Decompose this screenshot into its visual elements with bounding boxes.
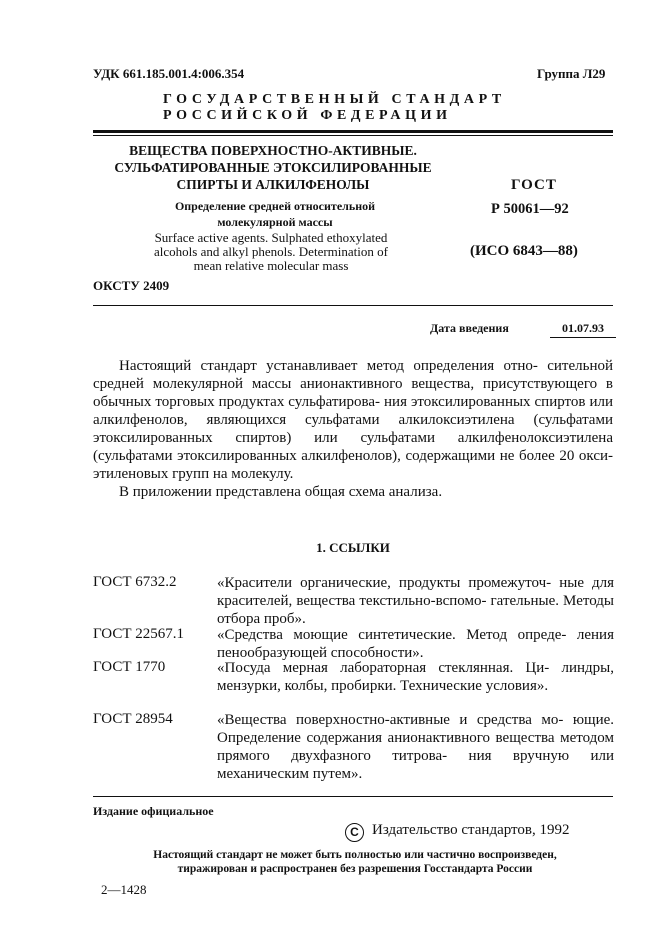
header-rule-thin xyxy=(93,135,613,136)
text-line: вещества методом прямого двухфазного титрова- xyxy=(217,730,614,764)
paragraph: В приложении представлена общая схема анализа. xyxy=(119,484,443,500)
paragraph xyxy=(93,357,613,483)
text-line: сульфатами алкилоксиэтилена (сульфатами этоксилированных xyxy=(93,412,613,446)
text-line: гательные. Методы отбора проб». xyxy=(217,593,614,627)
publisher-line xyxy=(345,822,569,842)
okstu-code: ОКСТУ 2409 xyxy=(93,278,170,293)
gost-label: ГОСТ xyxy=(511,177,557,193)
english-title-line: mean relative molecular mass xyxy=(193,258,349,273)
title-line: ВЕЩЕСТВА ПОВЕРХНОСТНО-АКТИВНЫЕ. xyxy=(129,143,417,158)
intro-date-label: Дата введения xyxy=(430,321,509,335)
english-title-line: Surface active agents. Sulphated ethoxylated xyxy=(154,230,388,245)
text-line: ния вручную или механическим путем». xyxy=(217,748,615,782)
text-line: присутствующего в обычных торговых продуктах сульфатирова- xyxy=(93,376,613,410)
reference-text xyxy=(217,626,614,662)
intro-date-value: 01.07.93 xyxy=(550,321,616,338)
reference-code: ГОСТ 6732.2 xyxy=(93,574,177,590)
text-line: «Средства моющие синтетические. Метод опреде- xyxy=(217,627,567,643)
text-line: «Посуда мерная лабораторная стеклянная. Ци- xyxy=(217,660,550,676)
title-line: СУЛЬФАТИРОВАННЫЕ ЭТОКСИЛИРОВАННЫЕ xyxy=(114,160,432,175)
reference-text xyxy=(217,574,614,628)
reference-text xyxy=(217,711,614,783)
text-line: условия». xyxy=(485,678,549,694)
gost-number: Р 50061—92 xyxy=(491,201,569,217)
text-line: ния этоксилированных спиртов или алкилфенолов, являющихся xyxy=(93,394,614,428)
references-heading: 1. ССЫЛКИ xyxy=(316,540,390,555)
text-line: этиленовых групп на молекулу. xyxy=(93,466,294,482)
text-line: сительной средней молекулярной массы анионактивного вещества, xyxy=(93,358,614,392)
text-line: Настоящий стандарт устанавливает метод определения отно- xyxy=(119,358,538,374)
text-line: «Красители органические, продукты промежуточ- xyxy=(217,575,552,591)
english-title xyxy=(125,231,417,273)
copyright-icon: C xyxy=(345,823,364,842)
introduction-text xyxy=(93,357,613,501)
subtitle-line: Определение средней относительной xyxy=(174,199,376,213)
subtitle-line: молекулярной массы xyxy=(217,215,333,229)
reference-code: ГОСТ 28954 xyxy=(93,711,173,727)
title-block-rule xyxy=(93,305,613,306)
header-rule-thick xyxy=(93,130,613,133)
text-line: ные для красителей, вещества текстильно-вспомо- xyxy=(217,575,615,609)
notice-line: тиражирован и распространен без разрешения Госстандарта России xyxy=(177,863,533,875)
state-standard-heading: ГОСУДАРСТВЕННЫЙ СТАНДАРТ xyxy=(163,92,506,107)
russian-federation-heading: РОССИЙСКОЙ ФЕДЕРАЦИИ xyxy=(163,108,452,123)
text-line: ющие. Определение содержания анионактивного xyxy=(217,712,615,746)
footer-rule xyxy=(93,796,613,797)
reference-code: ГОСТ 22567.1 xyxy=(93,626,184,642)
document-subtitle xyxy=(130,198,420,230)
text-line: линдры, мензурки, колбы, пробирки. Технические xyxy=(217,660,614,694)
udk-code: УДК 661.185.001.4:006.354 xyxy=(93,66,245,81)
edition-label: Издание официальное xyxy=(93,804,214,818)
publisher-text: Издательство стандартов, 1992 xyxy=(372,822,570,838)
reproduction-notice xyxy=(93,848,617,876)
english-title-line: alcohols and alkyl phenols. Determination of xyxy=(154,244,388,259)
reference-code: ГОСТ 1770 xyxy=(93,659,166,675)
text-line: ления пенообразующей способности». xyxy=(217,627,614,661)
title-line: СПИРТЫ И АЛКИЛФЕНОЛЫ xyxy=(176,177,370,192)
notice-line: Настоящий стандарт не может быть полностью или частично воспроизведен, xyxy=(153,849,557,861)
reference-text xyxy=(217,659,614,695)
text-line: спиртов) или сульфатами алкилфенолоксиэтилена (сульфатами xyxy=(93,430,613,464)
document-title xyxy=(93,142,453,193)
text-line: «Вещества поверхностно-активные и средства мо- xyxy=(217,712,564,728)
iso-reference: (ИСО 6843—88) xyxy=(470,243,578,259)
text-line: этоксилированных алкилфенолов), содержащими не более 20 окси- xyxy=(177,448,613,464)
group-code: Группа Л29 xyxy=(537,66,606,81)
print-number: 2—1428 xyxy=(101,882,147,897)
